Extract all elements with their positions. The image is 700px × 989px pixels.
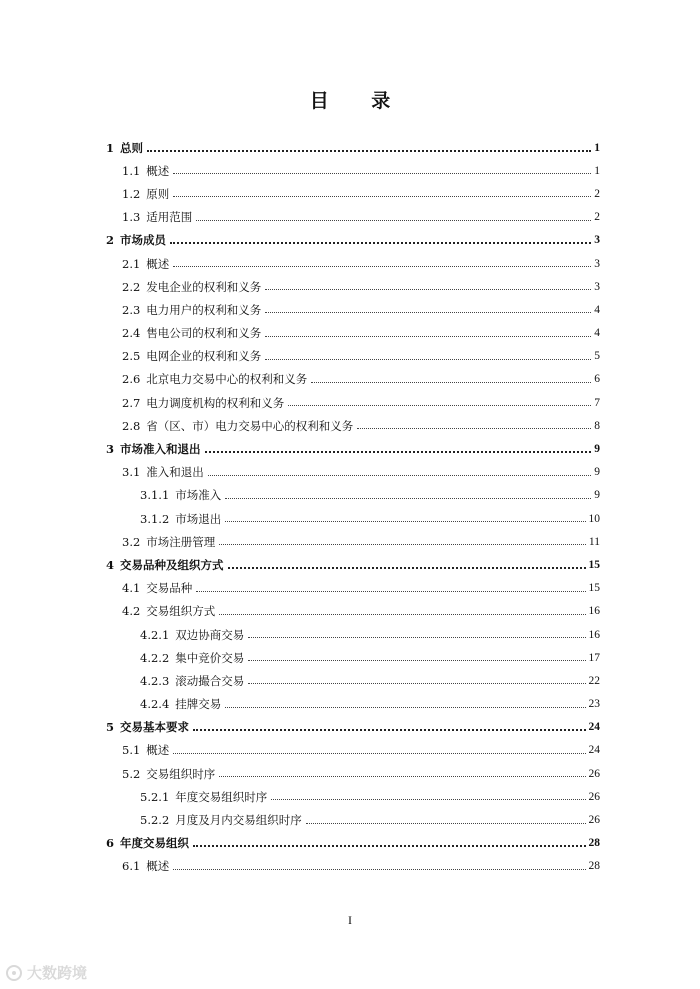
toc-entry[interactable] — [106, 182, 600, 205]
toc-entry-page: 1 — [594, 164, 600, 177]
toc-entry-title: 集中竞价交易 — [175, 650, 245, 665]
toc-entry[interactable] — [106, 275, 600, 298]
toc-entry[interactable] — [106, 159, 600, 182]
toc-entry-number: 2.4 — [122, 326, 141, 341]
toc-entry-page: 16 — [588, 628, 600, 641]
toc-leader-dots — [170, 242, 591, 244]
toc-entry-number: 4.2 — [122, 604, 141, 619]
toc-entry[interactable] — [106, 553, 600, 576]
toc-entry[interactable] — [106, 739, 600, 762]
toc-leader-dots — [193, 845, 585, 847]
toc-entry[interactable] — [106, 623, 600, 646]
toc-entry-page: 8 — [594, 419, 600, 432]
toc-entry-page: 9 — [594, 443, 600, 456]
toc-entry-page: 4 — [594, 303, 600, 316]
toc-entry-number: 5.2.2 — [140, 813, 170, 828]
toc-entry[interactable] — [106, 785, 600, 808]
toc-entry[interactable] — [106, 693, 600, 716]
toc-leader-dots — [193, 729, 585, 731]
toc-entry-number: 5.1 — [122, 743, 141, 758]
toc-entry-page: 26 — [588, 814, 600, 827]
toc-leader-dots — [225, 521, 585, 522]
toc-entry-title: 市场准入和退出 — [120, 442, 201, 457]
toc-entry-page: 23 — [588, 698, 600, 711]
toc-entry-title: 发电企业的权利和义务 — [146, 279, 262, 294]
toc-entry[interactable] — [106, 322, 600, 345]
toc-entry-number: 6.1 — [122, 859, 141, 874]
toc-entry-title: 年度交易组织 — [120, 836, 190, 851]
toc-entry[interactable] — [106, 206, 600, 229]
toc-entry-number: 1.1 — [122, 163, 141, 178]
toc-entry-number: 4.2.4 — [140, 697, 170, 712]
toc-leader-dots — [173, 266, 591, 267]
toc-entry-title: 电力调度机构的权利和义务 — [146, 395, 285, 410]
toc-entry[interactable] — [106, 461, 600, 484]
toc-entry-page: 10 — [588, 512, 600, 525]
toc-entry-number: 5.2.1 — [140, 789, 170, 804]
toc-title: 目 录 — [309, 90, 409, 112]
toc-entry[interactable] — [106, 391, 600, 414]
toc-entry-title: 年度交易组织时序 — [175, 789, 268, 804]
toc-entry-page: 16 — [588, 605, 600, 618]
toc-entry-title: 交易品种及组织方式 — [120, 557, 224, 572]
toc-entry-number: 1.3 — [122, 210, 141, 225]
toc-leader-dots — [196, 220, 591, 221]
toc-entry-title: 挂牌交易 — [175, 697, 222, 712]
toc-entry[interactable] — [106, 762, 600, 785]
toc-entry-page: 3 — [594, 280, 600, 293]
toc-entry-number: 4.2.1 — [140, 627, 170, 642]
toc-entry-number: 2.2 — [122, 279, 141, 294]
toc-entry-title: 市场成员 — [120, 233, 167, 248]
toc-entry-title: 概述 — [146, 163, 170, 178]
toc-entry-number: 5 — [106, 720, 115, 735]
toc-leader-dots — [248, 637, 585, 638]
toc-entry-title: 准入和退出 — [146, 465, 204, 480]
toc-entry-page: 2 — [594, 211, 600, 224]
toc-entry-page: 24 — [588, 744, 600, 757]
toc-entry-number: 1 — [106, 140, 115, 155]
toc-leader-dots — [306, 823, 586, 824]
toc-entry-title: 原则 — [146, 186, 170, 201]
toc-entry-title: 北京电力交易中心的权利和义务 — [146, 372, 308, 387]
toc-leader-dots — [196, 591, 585, 592]
toc-entry[interactable] — [106, 530, 600, 553]
toc-leader-dots — [265, 336, 591, 337]
toc-entry-page: 9 — [594, 466, 600, 479]
toc-entry-number: 3.2 — [122, 534, 141, 549]
toc-entry[interactable] — [106, 646, 600, 669]
toc-entry-number: 2.1 — [122, 256, 141, 271]
watermark-logo-icon — [6, 965, 22, 981]
toc-entry-number: 1.2 — [122, 186, 141, 201]
toc-leader-dots — [288, 405, 591, 406]
toc-entry-title: 售电公司的权利和义务 — [146, 326, 262, 341]
toc-entry[interactable] — [106, 507, 600, 530]
toc-entry-number: 2.7 — [122, 395, 141, 410]
toc-entry[interactable] — [106, 669, 600, 692]
toc-entry-number: 4.1 — [122, 581, 141, 596]
toc-entry-page: 5 — [594, 350, 600, 363]
toc-entry-number: 2 — [106, 233, 115, 248]
toc-entry-title: 滚动撮合交易 — [175, 673, 245, 688]
toc-entry-page: 2 — [594, 187, 600, 200]
toc-leader-dots — [311, 382, 591, 383]
toc-entry-page: 17 — [588, 651, 600, 664]
toc-entry-title: 省（区、市）电力交易中心的权利和义务 — [146, 418, 354, 433]
toc-entry-page: 28 — [588, 837, 600, 850]
toc-entry-title: 月度及月内交易组织时序 — [175, 813, 302, 828]
toc-entry-page: 26 — [588, 767, 600, 780]
toc-leader-dots — [219, 776, 585, 777]
toc-entry[interactable] — [106, 252, 600, 275]
toc-entry-number: 2.8 — [122, 418, 141, 433]
toc-entry[interactable] — [106, 855, 600, 878]
toc-entry-page: 6 — [594, 373, 600, 386]
toc-leader-dots — [205, 451, 592, 453]
toc-entry[interactable] — [106, 600, 600, 623]
toc-entry-number: 3.1 — [122, 465, 141, 480]
toc-entry-title: 概述 — [146, 743, 170, 758]
toc-entry-title: 双边协商交易 — [175, 627, 245, 642]
toc-entry-title: 交易基本要求 — [120, 720, 190, 735]
toc-entry-title: 交易组织方式 — [146, 604, 216, 619]
toc-leader-dots — [173, 173, 591, 174]
toc-leader-dots — [228, 567, 586, 569]
toc-entry-page: 3 — [594, 234, 600, 247]
watermark-text: 大数跨境 — [27, 964, 88, 982]
toc-entry-title: 交易品种 — [146, 581, 193, 596]
toc-entry[interactable] — [106, 345, 600, 368]
toc-entry-page: 4 — [594, 327, 600, 340]
toc-entry-number: 3.1.1 — [140, 488, 170, 503]
toc-entry-page: 24 — [588, 721, 600, 734]
toc-entry-page: 1 — [594, 141, 600, 154]
toc-entry[interactable] — [106, 136, 600, 159]
toc-entry-page: 26 — [588, 790, 600, 803]
toc-entry-title: 适用范围 — [146, 210, 193, 225]
toc-entry[interactable] — [106, 808, 600, 831]
toc-entry-number: 4 — [106, 557, 115, 572]
toc-entry-page: 7 — [594, 396, 600, 409]
toc-entry[interactable] — [106, 716, 600, 739]
toc-leader-dots — [225, 498, 591, 499]
toc-leader-dots — [219, 614, 585, 615]
toc-entry-title: 市场准入 — [175, 488, 222, 503]
toc-entry[interactable] — [106, 414, 600, 437]
toc-leader-dots — [248, 683, 585, 684]
toc-entry-page: 3 — [594, 257, 600, 270]
toc-entry-page: 22 — [588, 674, 600, 687]
toc-entry[interactable] — [106, 298, 600, 321]
toc-entry-title: 概述 — [146, 859, 170, 874]
page-number-footer: I — [348, 913, 352, 927]
toc-entry-number: 3 — [106, 442, 115, 457]
toc-entry-title: 总则 — [120, 140, 144, 155]
toc-entry-title: 交易组织时序 — [146, 766, 216, 781]
toc-leader-dots — [265, 312, 591, 313]
toc-entry-number: 2.6 — [122, 372, 141, 387]
toc-entry-title: 市场退出 — [175, 511, 222, 526]
toc-leader-dots — [208, 475, 591, 476]
toc-entry[interactable] — [106, 437, 600, 460]
toc-entry-number: 4.2.2 — [140, 650, 170, 665]
toc-leader-dots — [173, 753, 585, 754]
toc-leader-dots — [173, 196, 591, 197]
toc-entry-title: 概述 — [146, 256, 170, 271]
toc-entry-page: 15 — [588, 582, 600, 595]
toc-leader-dots — [147, 150, 591, 152]
toc-leader-dots — [265, 359, 591, 360]
toc-entry-number: 6 — [106, 836, 115, 851]
toc-leader-dots — [173, 869, 585, 870]
toc-entry-title: 市场注册管理 — [146, 534, 216, 549]
toc-leader-dots — [248, 660, 585, 661]
toc-entry-number: 3.1.2 — [140, 511, 170, 526]
toc-leader-dots — [271, 799, 585, 800]
toc-leader-dots — [225, 707, 585, 708]
toc-entry[interactable] — [106, 832, 600, 855]
toc-entry-number: 2.3 — [122, 302, 141, 317]
toc-leader-dots — [219, 544, 586, 545]
watermark — [6, 962, 87, 983]
toc-entry-title: 电网企业的权利和义务 — [146, 349, 262, 364]
toc-entry[interactable] — [106, 229, 600, 252]
toc-entry-number: 5.2 — [122, 766, 141, 781]
table-of-contents — [106, 136, 600, 878]
toc-entry[interactable] — [106, 577, 600, 600]
toc-entry-page: 28 — [588, 860, 600, 873]
toc-entry-page: 11 — [588, 535, 600, 548]
toc-entry-page: 15 — [588, 558, 600, 571]
toc-entry-number: 4.2.3 — [140, 673, 170, 688]
toc-entry[interactable] — [106, 484, 600, 507]
toc-leader-dots — [357, 428, 591, 429]
toc-entry[interactable] — [106, 368, 600, 391]
toc-leader-dots — [265, 289, 591, 290]
toc-entry-number: 2.5 — [122, 349, 141, 364]
toc-entry-page: 9 — [594, 489, 600, 502]
toc-entry-title: 电力用户的权利和义务 — [146, 302, 262, 317]
